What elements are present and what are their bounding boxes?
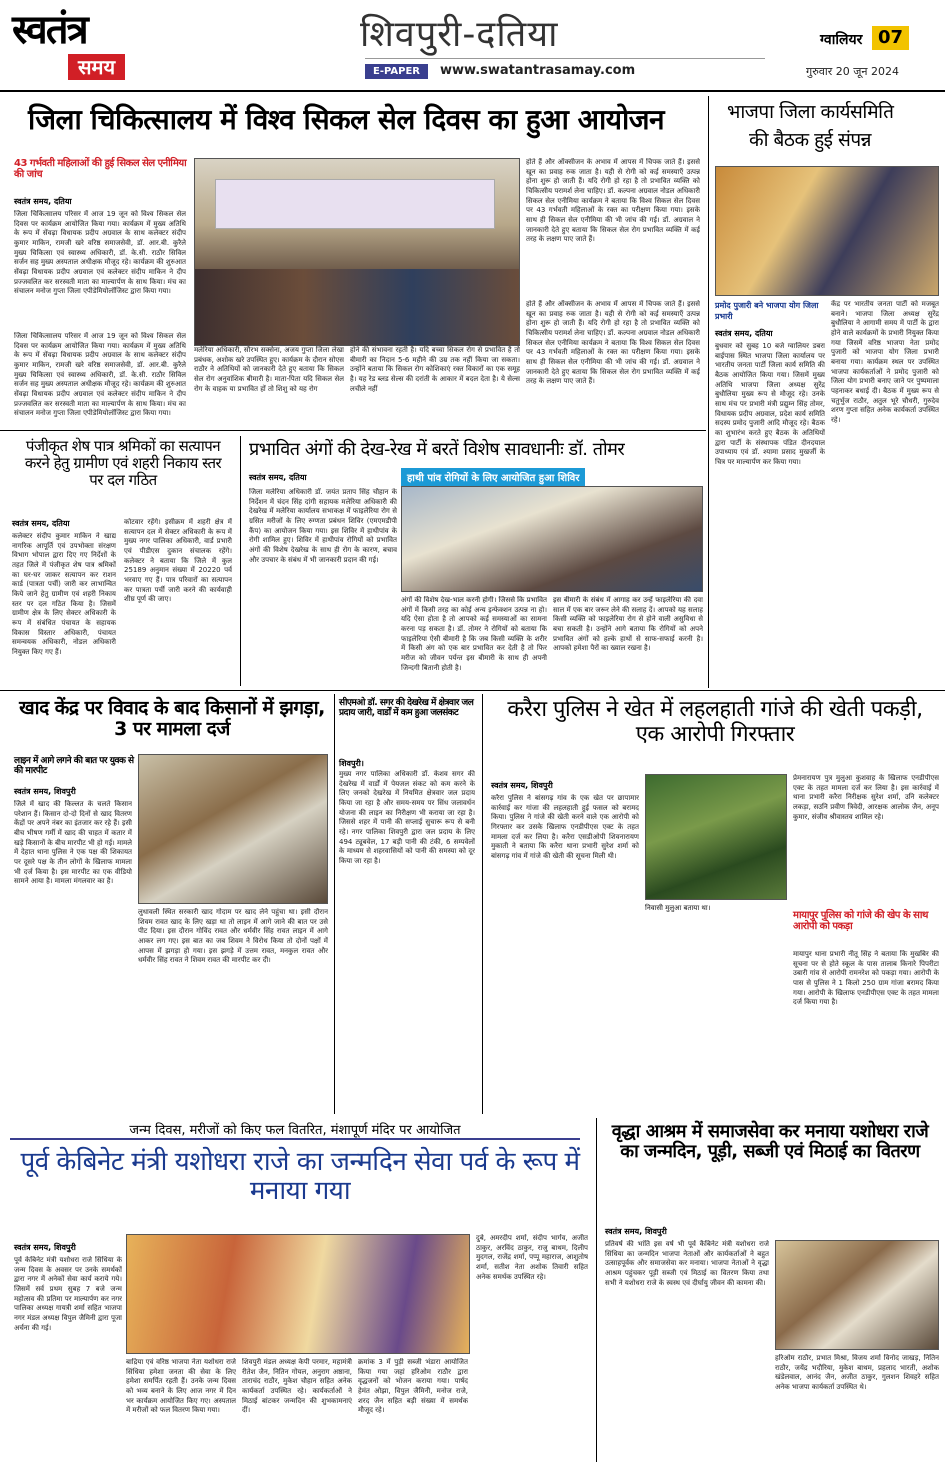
byline: स्वतंत्र समय, दतिया bbox=[715, 329, 773, 338]
logo bbox=[12, 8, 162, 84]
story-water-supply bbox=[334, 694, 476, 1114]
column-2: केंद्र पर भारतीय जनता पार्टी को मजबूत बनाने। भाजपा जिला अध्यक्ष सुरेंद्र बुधौलिया ने आगामी समय में पार्टी के द्वारा होने वाले कार्यक्रमों के प्रभारी नियुक्त किया गया जिसमें वरिष्ठ भाजपा नेता प्रमोद पुजारी को भाजपा योग जिला प्रभारी बनाया गया। कार्यक्रम स्थल पर उपस्थित भाजपा कार्यकर्ताओं ने प्रमोद पुजारी को जिला योग प्रभारी बनाए जाने पर पुष्पमाला पहनाकर बधाई दी। बैठक में मुख्य रूप से चतुर्भुज राठौर, अतुल भूरे चौधरी, गुरुदेव शरण गुप्ता सहित अनेक कार्यकर्ता उपस्थित रहे। bbox=[831, 300, 939, 424]
headline: जिला चिकित्सालय में विश्व सिकल सेल दिवस का हुआ आयोजन bbox=[28, 103, 665, 136]
column-5: दुबे, अमरदीप शर्मा, संदीप भार्गव, अजीत ठाकुर, अरविंद ठाकुर, राजु बाथम, दिलीप मुदगल, राजेंद्र शर्मा, पप्पू महाराज, आशुतोष शर्मा, सतीश नेता अशोक तिवारी सहित अनेक समर्थक उपस्थित रहे। bbox=[476, 1234, 588, 1281]
camp-photo bbox=[401, 486, 703, 592]
logo-top: स्वतंत्र bbox=[12, 7, 87, 53]
issue-date: गुरुवार 20 जून 2024 bbox=[806, 65, 899, 78]
headline: करैरा पुलिस ने खेत में लहलहाती गांजे की खेती पकड़ी, एक आरोपी गिरफ्तार bbox=[507, 697, 923, 747]
headline: पूर्व केबिनेट मंत्री यशोधरा राजे का जन्मदिन सेवा पर्व के रूप में मनाया गया bbox=[20, 1147, 580, 1207]
headline: खाद केंद्र पर विवाद के बाद किसानों में झगड़ा, 3 पर मामला दर्ज bbox=[19, 697, 325, 741]
headline: वृद्धा आश्रम में समाजसेवा कर मनाया यशोधरा राजे का जन्मदिन, पूड़ी, सब्जी एवं मिठाई का वितरण bbox=[611, 1121, 929, 1163]
column-3: मायापुर थाना प्रभारी नीतू सिंह ने बताया कि मुखबिर की सूचना पर से होते स्कूल के पास तालाब किनारे पिपरीटा उबारी गांव से आरोपी रामनरेश को पकड़ा गया। आरोपी के पास से पुलिस ने 1 किलो 250 ग्राम गांजा बरामद किया गया। आरोपी के खिलाफ एनडीपीएस एक्ट के तहत मामला दर्ज किया गया है। bbox=[793, 950, 939, 1007]
byline: स्वतंत्र समय, शिवपुरी bbox=[491, 781, 553, 790]
story1-column-4b: होते हैं और ऑक्सीजन के अभाव में आपस में चिपक जाते हैं। इससे खून का प्रवाह रुक जाता है। यही से रोगी को कई समस्याएँ उत्पन्न होना शुरू हो जाती हैं। यदि रोगी हो रहा है तो प्रभावित व्यक्ति को चिकित्सीय परामर्श लेना चाहिए। डॉ. कल्पना अग्रवाल नोडल अधिकारी सिकल सेल एनीमिया कार्यक्रम ने बताया कि विश्व सिकल सेल दिवस पर 43 गर्भवती महिलाओं के रक्त का परीक्षण किया गया। इसके साथ ही सिकल सेल एनीमिया की भी जांच की गई। डॉ. अग्रवाल ने जानकारी देते हुए बताया कि सिकल सेल रोग प्रभावित व्यक्ति में कई तरह के लक्षण पाए जाते हैं। bbox=[526, 300, 700, 386]
headline: सीएमओ डॉ. सगर की देखरेख में क्षेत्रवार जल प्रदाय जारी, वार्डों में कम हुआ जलसंकट bbox=[339, 698, 474, 719]
byline: स्वतंत्र समय, शिवपुरी bbox=[605, 1227, 667, 1236]
story-bjp-meeting bbox=[708, 96, 938, 688]
story-cannabis-seizure bbox=[482, 694, 938, 1114]
story1-column-3: होने की संभावना रहती है। यदि बच्चा सिकल रोग से प्रभावित है तो बीमारी का निदान 5-6 महीने की उम्र तक नहीं किया जा सकता। उन्होंने बताया कि सिकल रोग कोशिकाएं रक्त विकारों का एक समूह है। यह रेड ब्लड सेल्स की दरांती के आकार में बदल देता है। ये सेल्स लचीले नहीं bbox=[350, 346, 520, 393]
website-url: www.swatantrasamay.com bbox=[440, 63, 636, 78]
story1-column-2b: मलेरिया अधिकारी, सौरभ सक्सेना, अजय गुप्ता जिला लेखा प्रबंधक, अशोक खरे उपस्थित हुए। कार्यक्रम के दौरान सोएस राठौर ने अतिथियों को जानकारी देते हुए बताया कि सिकल सेल रोग अनुवांशिक बीमारी है। माता-पिता यदि सिकल सेल रोग के वाहक या प्रभावित हों तो शिशु को यह रोग bbox=[194, 346, 344, 393]
masthead bbox=[0, 0, 945, 92]
headline: प्रभावित अंगों की देख-रेख में बरतें विशेष सावधानीः डॉ. तोमर bbox=[249, 439, 625, 460]
column-1: जिला मलेरिया अधिकारी डॉ. जयंत प्रताप सिंह चौहान के निर्देशन में चंदन सिंह दांगी सहायक मलेरिया अधिकारी की देखरेख में मलेरिया कार्यालय सभाकक्ष में फाइलेरिया रोग से ग्रसित मरीजों के लिए रुग्णता प्रबंधन शिविर (एमएमडीपी कैंप) का आयोजन किया गया। इस शिविर में हाथीपांव के रोगी शामिल हुए। शिविर में हाथीपांव रोगियों को प्रभावित अंगों की विशेष देखरेख के साथ ही रोग के कारण, बचाव और उपचार के संबंध में भी जानकारी प्रदान की गई। bbox=[249, 488, 397, 564]
logo-bottom: समय bbox=[68, 54, 125, 80]
kicker: हाथी पांव रोगियों के लिए आयोजित हुआ शिविर bbox=[401, 468, 585, 486]
column-4: इस बीमारी के संबंध में आगाह कर उन्हें फाइलेरिया की दवा साल में एक बार जरूर लेने की सलाह दें। आपको यह सलाह किसी व्यक्ति को फाइलेरिया रोग से होने वाली असुविधा से बचा सकती है। उन्होंने आगे बताया कि रोगियों को अपने प्रभावित अंगों को हल्के हाथों से साफ-सफाई करनी है। आपको हमेशा पैरों का ख्याल रखना है। bbox=[553, 596, 703, 653]
column-1: पूर्व केबिनेट मंत्री यशोधरा राजे सिंधिया के जन्म दिवस के अवसर पर उनके समर्थकों द्वारा नगर में अनेकों सेवा कार्य कराये गये। जिसमें सर्व प्रथम सुबह 7 बजे जन्म महोत्सव की प्रतिमा पर माल्यार्पण कर नगर पालिका अध्यक्ष गायत्री शर्मा सहित भाजपा नगर मंडल अध्यक्ष विपुल जैमिनी द्वारा पूजा अर्चना की गई। bbox=[14, 1256, 122, 1332]
column-1: मुख्य नगर पालिका अधिकारी डॉ. केशव सगर की देखरेख में वार्डों में पेयजल संकट को कम करने के लिए जनको देखरेख में नियमित क्षेत्रवार जल प्रदाय किया जा रहा है और समय-समय पर सिंध जलावर्धन योजना की लाइन का निरीक्षण भी कराया जा रहा है। जिससे शहर में पानी की सप्लाई सुचारू रूप से बनी रहे। नगर पालिका शिवपुरी द्वारा जल प्रदाय के लिए 494 ट्यूबवेल, 17 बड़ी पानी की टंकी, 6 सम्पवेलों के माध्यम से शहरवासियों को पानी की समस्या को दूर किया जा रहा है। bbox=[339, 770, 475, 865]
byline: शिवपुरी। bbox=[339, 759, 364, 768]
band-text: जन्म दिवस, मरीजों को किए फल वितरित, मंशापूर्ण मंदिर पर आयोजित bbox=[129, 1123, 461, 1138]
meeting-photo bbox=[715, 166, 939, 296]
field-photo bbox=[645, 774, 787, 900]
headline-line-1: भाजपा जिला कार्यसमिति bbox=[727, 101, 894, 123]
byline: स्वतंत्र समय, शिवपुरी bbox=[14, 1243, 76, 1252]
story1-column-1b: जिला चिकित्सालय परिसर में आज 19 जून को विश्व सिकल सेल दिवस पर कार्यक्रम आयोजित किया गया। कार्यक्रम में मुख्य अतिथि के रूप में सेंवढ़ा विधायक प्रदीप अग्रवाल के साथ कलेक्टर संदीप कुमार माकिन, रामजी खरे वरिष्ठ समाजसेवी, डॉ. आर.बी. कुरैले मुख्य चिकित्सा एवं स्वास्थ्य अधिकारी, डॉ. के.सी. राठौर सिविल सर्जन सह मुख्य अस्पताल अधीक्षक मौजूद रहे। कार्यक्रम की शुरुआत सेंवढ़ा विधायक प्रदीप अग्रवाल एवं कलेक्टर संदीप माकिन ने दीप प्रज्जवलित कर सरस्वती माता का माल्यार्पण के साथ किया। मंच का संचालन मनोज गुप्ता जिला एपीडेमियोलॉजिस्ट द्वारा किया गया। bbox=[14, 332, 186, 418]
story-old-age-home bbox=[596, 1118, 938, 1462]
column-2: लुधावली स्थित सरकारी खाद गोदाम पर खाद लेने पहुंचा था। इसी दौरान शिवम रावत खाद के लिए खड़ा था तो लाइन में आगे जाने की बात पर उसे पीट दिया। इस दौरान गोविंद रावत और धर्मवीर सिंह रावत लाइन में आगे आकर लग गए। इस बात का जब शिवम ने विरोध किया तो दोनों पक्षों में आपस में झगड़ा हो गया। इस झगड़े में उत्तम रावत, मनकुल रावत और धर्मवीर सिंह रावत ने शिवम रावत की मारपीट कर दी। bbox=[138, 908, 328, 965]
story-fertilizer-dispute bbox=[10, 694, 328, 1114]
story-sickle-cell bbox=[10, 96, 700, 332]
column-1: जिले में खाद की किल्लत के चलते किसान परेशान हैं। किसान दो-दो दिनों से खाद वितरण केंद्रों पर अपने नंबर का इंतजार कर रहे हैं। इसी बीच भीषण गर्मी में खाद की चाहत में कतार में खड़े किसानों के बीच मारपीट भी हो गई। मामले में देहात थाना पुलिस ने एक पक्ष की शिकायत पर दूसरे पक्ष के तीन लोगों के खिलाफ मामला भी दर्ज किया है। इस मारपीट का एक वीडियो सामने आया है। मामला मंगलवार का है। bbox=[14, 800, 132, 886]
column-2: कोटवार रहेंगे। इसीक्रम में शहरी क्षेत्र में सत्यापन दल में सेक्टर अधिकारी के रूप में मुख्य नगर पालिका अधिकारी, वार्ड प्रभारी एवं पीडीएस दुकान संचालक रहेंगे। कलेक्टर ने बताया कि जिले में कुल 25189 अनुमान संख्या में 20220 पर्व भरवाए गए हैं। पात्र परिवारों का सत्यापन कर पात्रता पर्ची जारी करने की कार्यवाही शीघ्र पूर्ण की जाए। bbox=[124, 518, 232, 604]
column-2: प्रेमनारायण पुत्र मुलुआ कुशवाह के खिलाफ एनडीपीएस एक्ट के तहत मामला दर्ज कर लिया है। इस कार्रवाई में थाना प्रभारी करैरा निरीक्षक सुरेश शर्मा, उनि कलेक्टर लकड़ा, सउनि प्रवीण त्रिवेदी, आरक्षक आलोक जैन, अनूप कुमार, संजीव श्रीवास्तव शामिल रहे। bbox=[793, 774, 939, 821]
column-1: प्रतिवर्ष की भांति इस वर्ष भी पूर्व कैबिनेट मंत्री यशोधरा राजे सिंधिया का जन्मदिन भाजपा नेताओं और कार्यकर्ताओं ने बहुत उत्साहपूर्वक और समाजसेवा कर मनाया। भाजपा नेताओं ने वृद्धा आश्रम पहुंचकर पूड़ी सब्जी एवं मिठाई का वितरण किया तथा सभी ने यशोधरा राजे के स्वस्थ एवं दीर्घायु जीवन की कामना की। bbox=[605, 1240, 769, 1287]
column-3: शिवपुरी मंडल अध्यक्ष केपी परमार, महामंत्री रीतेश जैन, नितिन गोयल, अनुराग अष्ठाना, ताराचंद राठौर, मुकेश चौहान सहित अनेक कार्यकर्ता उपस्थित रहे। कार्यकर्ताओं ने मिठाई बांटकर जन्मदिन की शुभकामनाएं दीं। bbox=[242, 1358, 352, 1415]
subhead: लाइन में आगे लगने की बात पर युवक से की मारपीट bbox=[14, 756, 134, 777]
column-1: जिला चिकित्सालय परिसर में आज 19 जून को विश्व सिकल सेल दिवस पर कार्यक्रम आयोजित किया गया। कार्यक्रम में मुख्य अतिथि के रूप में सेंवढ़ा विधायक प्रदीप अग्रवाल के साथ कलेक्टर संदीप कुमार माकिन, रामजी खरे वरिष्ठ समाजसेवी, डॉ. आर.बी. कुरैले मुख्य चिकित्सा एवं स्वास्थ्य अधिकारी, डॉ. के.सी. राठौर सिविल सर्जन सह मुख्य अस्पताल अधीक्षक मौजूद रहे। कार्यक्रम की शुरुआत सेंवढ़ा विधायक प्रदीप अग्रवाल एवं कलेक्टर संदीप माकिन ने दीप प्रज्जवलित कर सरस्वती माता का माल्यार्पण के साथ किया। मंच का संचालन मनोज गुप्ता जिला एपीडेमियोलॉजिस्ट द्वारा किया गया। bbox=[14, 210, 186, 296]
column-2: बाद्रिया एवं वरिष्ठ भाजपा नेता यशोधरा राजे सिंधिया हमेशा जनता की सेवा के लिए हमेशा समर्पित रहती हैं। उनके जन्म दिवस को भव्य बनाने के लिए आज नगर में दिन भर कार्यक्रम आयोजित किए गए। अस्पताल में मरीजों को फल वितरण किया गया। bbox=[126, 1358, 236, 1415]
event-photo bbox=[194, 158, 520, 346]
city-name: ग्वालियर bbox=[820, 32, 863, 48]
byline: स्वतंत्र समय, दतिया bbox=[12, 519, 70, 528]
headline-line-2: की बैठक हुई संपन्न bbox=[749, 129, 871, 151]
event-band bbox=[10, 1118, 580, 1140]
column-3: अंगों की विशेष देख-भाल करनी होगी। जिससे कि प्रभावित अंगों में किसी तरह का कोई अन्य इन्फेक्शन उत्पन्न ना हो। यदि ऐसा होता है तो आपको कई समस्याओं का सामना करना पड़ सकता है। डॉ. तोमर ने रोगियों को बताया कि फाइलेरिया ऐसी बीमारी है कि जब किसी व्यक्ति के शरीर में किसी अंग को एक बार प्रभावित कर देती है तो फिर मरीज को जीवन पर्यन्त इस बीमारी के साथ ही अपनी जिन्दगी बितानी होती है। bbox=[401, 596, 547, 672]
old-age-home-photo bbox=[775, 1240, 939, 1350]
column-2: हरिओम राठौर, प्रभात मिश्रा, विजय शर्मा विनोद जाखड़, नितिन राठौर, जयेंद्र भदौरिया, मुकेश बाथम, प्रहलाद भारती, अशोक खंडेलवाल, आनंद जैन, अजीत ठाकुर, गुलशन शिवहरे सहित अनेक भाजपा कार्यकर्ता उपस्थित थे। bbox=[775, 1354, 939, 1391]
photo-caption: निवासी मुलुआ बताया था। bbox=[645, 904, 711, 912]
column-4: क्रमांक 3 में पुड़ी सब्जी भंडारा आयोजित किया गया जहां हरिओम राठौर द्वारा वृद्धजनों को भोजन कराया गया। पार्षद हेमंत ओझा, विपुल जैमिनी, मनोज राजे, शरद जैन सहित बड़ी संख्या में समर्थक मौजूद रहे। bbox=[358, 1358, 468, 1415]
photo-caption: प्रमोद पुजारी बने भाजपा योग जिला प्रभारी bbox=[715, 300, 825, 322]
subhead: मायापुर पुलिस को गांजे की खेप के साथ आरोपी को पकड़ा bbox=[793, 910, 928, 933]
column-1: कलेक्टर संदीप कुमार माकिन ने खाद्य नागरिक आपूर्ति एवं उपभोक्ता संरक्षण विभाग भोपाल द्वारा दिए गए निर्देशों के तहत जिले में पंजीकृत शेष पात्र श्रमिकों का घर-घर जाकर सत्यापन कर राशन कार्ड (पात्रता पर्ची) जारी कर लाभान्वित किये जाने हेतु ग्रामीण एवं शहरी निकाय स्तर पर दल गठित किया है। जिसमें ग्रामीण क्षेत्र के लिए सेक्टर अधिकारी के रूप में संबंधित पंचायत के सहायक विकास विस्तार अधिकारी, पंचायत समन्वयक अधिकारी, नोडल अधिकारी नियुक्त किए गए हैं। bbox=[12, 532, 116, 656]
birthday-photo bbox=[126, 1234, 470, 1354]
headline: पंजीकृत शेष पात्र श्रमिकों का सत्यापन करने हेतु ग्रामीण एवं शहरी निकाय स्तर पर दल गठित bbox=[24, 437, 222, 489]
subhead: 43 गर्भवती महिलाओं की हुई सिकल सेल एनीमिया की जांच bbox=[14, 158, 187, 181]
epaper-badge: E-PAPER bbox=[365, 64, 428, 79]
byline: स्वतंत्र समय, दतिया bbox=[14, 197, 72, 206]
dispute-photo bbox=[138, 754, 328, 904]
story-yashodhara-birthday bbox=[10, 1146, 590, 1462]
column-1: बुधवार को सुबह 10 बजे ग्वालियर डबरा बाईपास स्थित भाजपा जिला कार्यालय पर भारतीय जनता पार्टी जिला कार्य समिति की बैठक आयोजित किया गया। जिसमें मुख्य अतिथि भाजपा जिला अध्यक्ष सुरेंद्र बुधौलिया मुख्य रूप से मौजूद रहे। उनके साथ मंच पर प्रभारी मंत्री प्रद्युम्न सिंह तोमर, विधायक प्रदीप अग्रवाल, प्रदेश कार्य समिति सदस्य प्रमोद पुजारी आदि मौजूद रहे। बैठक का शुभारंभ करते हुए बैठक के अतिथियों द्वारा पार्टी के संस्थापक पंडित दीनदयाल उपाध्याय एवं डॉ. श्यामा प्रसाद मुखर्जी के चित्र पर माल्यार्पण कर किया गया। bbox=[715, 342, 825, 466]
page-number: 07 bbox=[872, 26, 909, 50]
section-title: शिवपुरी-दतिया bbox=[360, 14, 559, 55]
byline: स्वतंत्र समय, शिवपुरी bbox=[14, 787, 76, 796]
byline: स्वतंत्र समय, दतिया bbox=[249, 473, 307, 482]
column-4: होते हैं और ऑक्सीजन के अभाव में आपस में चिपक जाते हैं। इससे खून का प्रवाह रुक जाता है। यही से रोगी को कई समस्याएँ उत्पन्न होना शुरू हो जाती हैं। यदि रोगी हो रहा है तो प्रभावित व्यक्ति को चिकित्सीय परामर्श लेना चाहिए। डॉ. कल्पना अग्रवाल नोडल अधिकारी सिकल सेल एनीमिया कार्यक्रम ने बताया कि विश्व सिकल सेल दिवस पर 43 गर्भवती महिलाओं के रक्त का परीक्षण किया गया। इसके साथ ही सिकल सेल एनीमिया की भी जांच की गई। डॉ. अग्रवाल ने जानकारी देते हुए बताया कि सिकल सेल रोग प्रभावित व्यक्ति में कई तरह के लक्षण पाए जाते हैं। bbox=[526, 158, 700, 244]
story-filaria-camp bbox=[240, 436, 702, 686]
story-labour-verification bbox=[10, 436, 232, 686]
column-1: करैरा पुलिस ने बांसगढ़ गांव के एक खेत पर छापामार कार्रवाई कर गांजा की लहलहाती हुई फसल को बरामद किया। पुलिस ने गांजे की खेती करने वाले एक आरोपी को गिरफ्तार कर उसके खिलाफ एनडीपीएस एक्ट के तहत मामला दर्ज कर लिया है। करैरा एसडीओपी शिवनारायण मुकाती ने बताया कि करैरा थाना प्रभारी सुरेश शर्मा को बांसगढ़ गांव में गांजे की खेती की सूचना मिली थी। bbox=[491, 794, 639, 860]
